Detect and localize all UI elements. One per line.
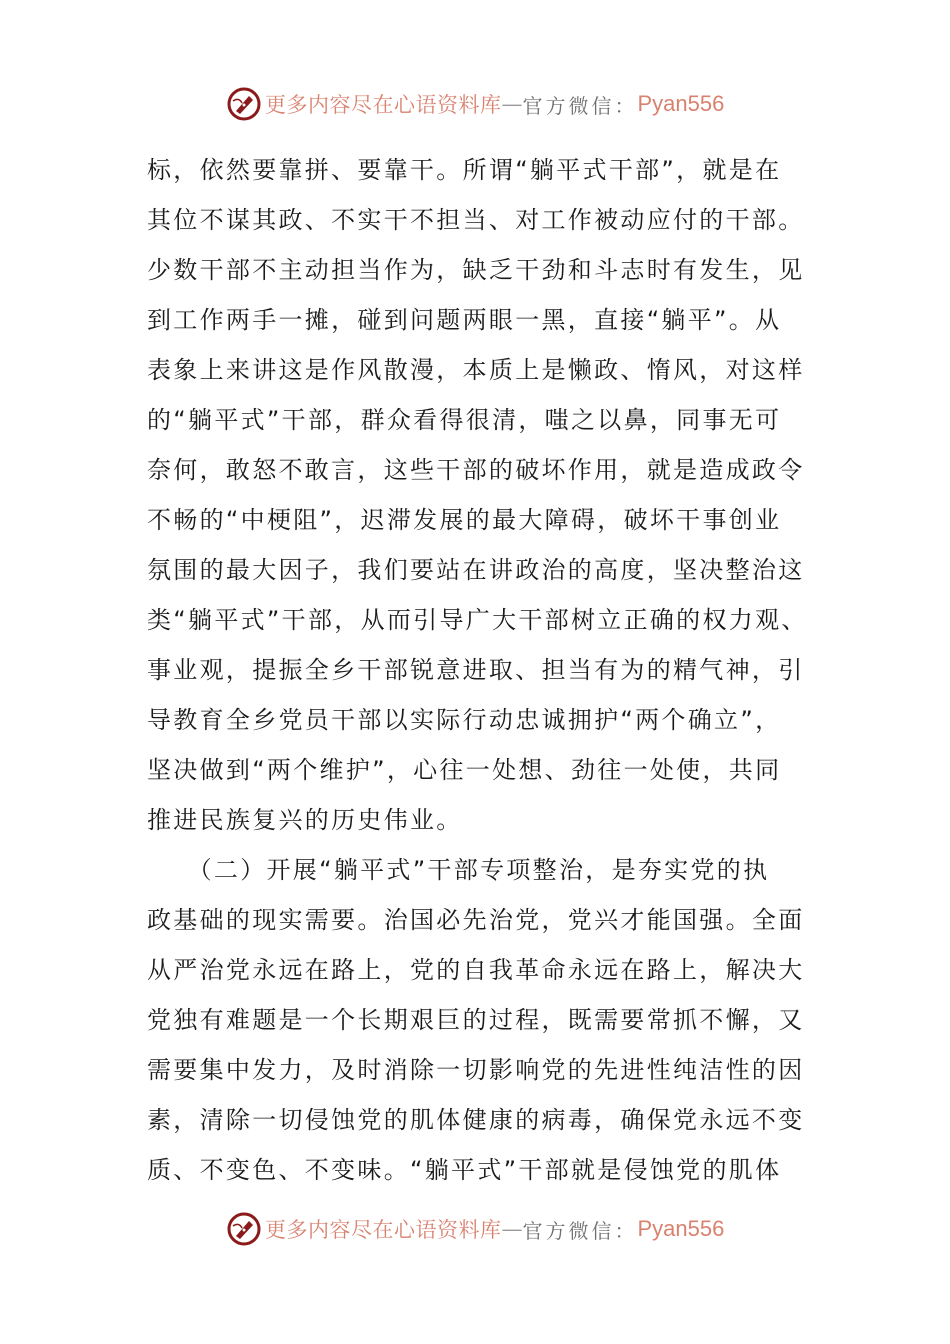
- header-watermark-banner: [227, 84, 724, 124]
- footer-dash: —: [501, 1217, 523, 1241]
- footer-wechat-label: 官方微信：: [522, 1218, 638, 1243]
- text-line: 坚决做到“两个维护”，心往一处想、劲往一处使，共同: [147, 756, 782, 784]
- pen-nib-logo-icon: [227, 1212, 261, 1246]
- text-line: 党独有难题是一个长期艰巨的过程，既需要常抓不懈，又: [147, 1006, 805, 1034]
- banner-slogan: 更多内容尽在心语资料库: [265, 93, 502, 117]
- text-line: 类“躺平式”干部，从而引导广大干部树立正确的权力观、: [147, 606, 808, 634]
- text-line: 少数干部不主动担当作为，缺乏干劲和斗志时有发生，见: [147, 256, 805, 284]
- text-line: 表象上来讲这是作风散漫，本质上是懒政、惰风，对这样: [147, 356, 805, 384]
- text-line: 素，清除一切侵蚀党的肌体健康的病毒，确保党永远不变: [147, 1106, 805, 1134]
- text-line: 标，依然要靠拼、要靠干。所谓“躺平式干部”，就是在: [147, 156, 782, 184]
- text-line: 从严治党永远在路上，党的自我革命永远在路上，解决大: [147, 956, 805, 984]
- text-line: 导教育全乡党员干部以实际行动忠诚拥护“两个确立”，: [147, 706, 782, 734]
- text-line: 政基础的现实需要。治国必先治党，党兴才能国强。全面: [147, 906, 805, 934]
- section-heading-line: （二）开展“躺平式”干部专项整治，是夯实党的执: [147, 856, 770, 884]
- text-line: 质、不变色、不变味。“躺平式”干部就是侵蚀党的肌体: [147, 1156, 782, 1184]
- footer-wechat-id: Pyan556: [637, 1216, 725, 1241]
- text-line: 事业观，提振全乡干部锐意进取、担当有为的精气神，引: [147, 656, 805, 684]
- pen-nib-logo-icon: [227, 87, 261, 121]
- text-line: 奈何，敢怒不敢言，这些干部的破坏作用，就是造成政令: [147, 456, 805, 484]
- text-line: 推进民族复兴的历史伟业。: [147, 806, 463, 834]
- footer-watermark-banner: [227, 1209, 724, 1249]
- banner-wechat-label: 官方微信：: [522, 93, 638, 118]
- text-line: 不畅的“中梗阻”，迟滞发展的最大障碍，破坏干事创业: [147, 506, 782, 534]
- banner-dash: —: [501, 92, 523, 116]
- footer-slogan: 更多内容尽在心语资料库: [265, 1218, 502, 1242]
- banner-wechat-id: Pyan556: [637, 91, 725, 116]
- text-line: 到工作两手一摊，碰到问题两眼一黑，直接“躺平”。从: [147, 306, 782, 334]
- document-body: [147, 150, 808, 1200]
- text-line: 需要集中发力，及时消除一切影响党的先进性纯洁性的因: [147, 1056, 805, 1084]
- text-line: 的“躺平式”干部，群众看得很清，嗤之以鼻，同事无可: [147, 406, 782, 434]
- text-line: 其位不谋其政、不实干不担当、对工作被动应付的干部。: [147, 206, 805, 234]
- text-line: 氛围的最大因子，我们要站在讲政治的高度，坚决整治这: [147, 556, 805, 584]
